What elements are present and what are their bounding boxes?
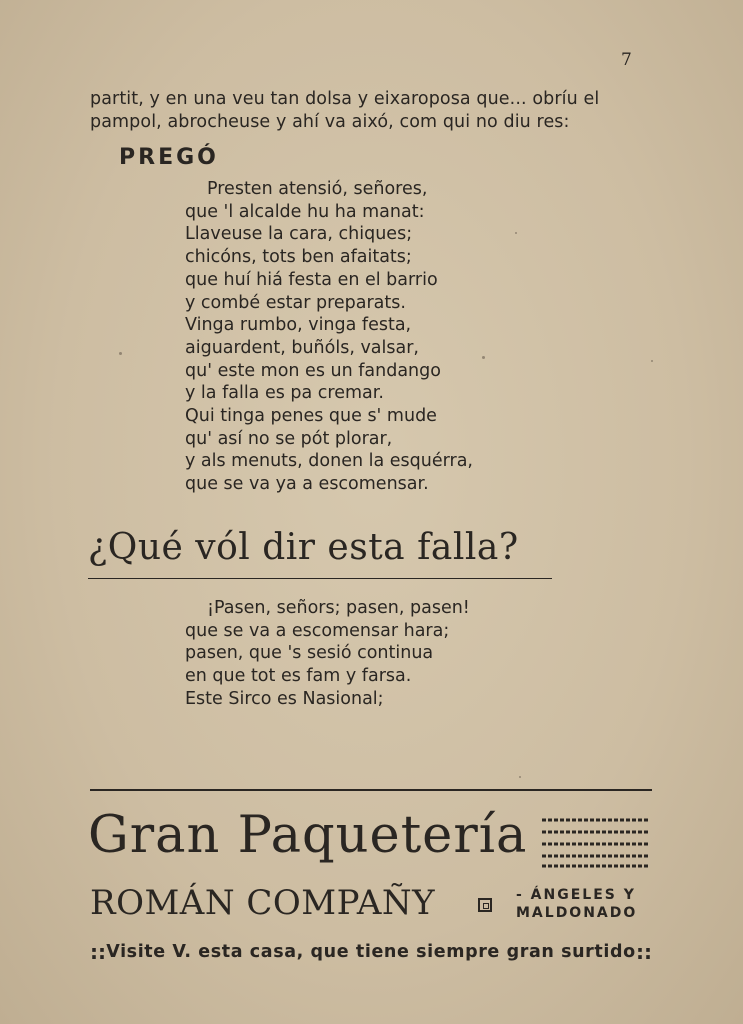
verse-line: aiguardent, buñóls, valsar, [185,337,419,358]
verse-line: y als menuts, donen la esquérra, [185,451,473,472]
verse-line: Llaveuse la cara, chiques; [185,224,413,245]
advertisement-address [516,886,637,922]
prego-verse [185,178,473,496]
verse-line: y la falla es pa cremar. [185,383,384,404]
paper-speck [482,356,485,359]
verse-line: Presten atensió, señores, [207,179,428,199]
verse-line: chicóns, tots ben afaitats; [185,247,412,268]
verse-line: Qui tinga penes que s' mude [185,406,437,427]
address-line-2: MALDONADO [516,905,638,921]
prego-heading: PREGÓ [119,145,219,170]
page-number: 7 [621,50,632,70]
paper-speck [651,360,653,362]
verse-line: y combé estar preparats. [185,292,406,313]
square-ornament-icon [478,898,492,912]
tagline-left-ornament: :: [90,940,106,964]
advertisement-business-name: ROMÁN COMPAÑY [90,883,436,923]
verse-line: qu' así no se pót plorar, [185,428,393,449]
intro-line-2: pampol, abrocheuse y ahí va aixó, com qui no diu res: [90,112,570,132]
heading-underline [88,578,552,579]
paper-speck [515,232,517,234]
verse-line: pasen, que 's sesió continua [185,643,434,664]
verse-line: que 'l alcalde hu ha manat: [185,201,425,222]
section-heading: ¿Qué vól dir esta falla? [88,527,519,568]
verse-line: ¡Pasen, señors; pasen, pasen! [207,598,470,618]
advertisement-tagline-row [90,940,652,964]
verse-line: que se va a escomensar hara; [185,620,450,641]
verse-line: Vinga rumbo, vinga festa, [185,315,412,336]
advertisement-divider [90,789,652,791]
verse-line: que se va ya a escomensar. [185,474,429,495]
section-verse [185,597,470,711]
verse-line: Este Sirco es Nasional; [185,688,384,709]
tagline-right-ornament: :: [635,940,652,964]
dotted-rules-ornament-icon [540,815,652,869]
advertisement-tagline: Visite V. esta casa, que tiene siempre gran surtido [106,942,636,962]
verse-line: en que tot es fam y farsa. [185,666,412,687]
address-line-1: - ÁNGELES Y [516,887,636,903]
verse-line: que huí hiá festa en el barrio [185,269,438,290]
advertisement-title: Gran Paquetería [88,806,528,865]
paper-speck [519,776,521,778]
verse-line: qu' este mon es un fandango [185,360,441,381]
paper-speck [119,352,122,355]
intro-line-1: partit, y en una veu tan dolsa y eixaroposa que... obríu el [90,89,600,109]
